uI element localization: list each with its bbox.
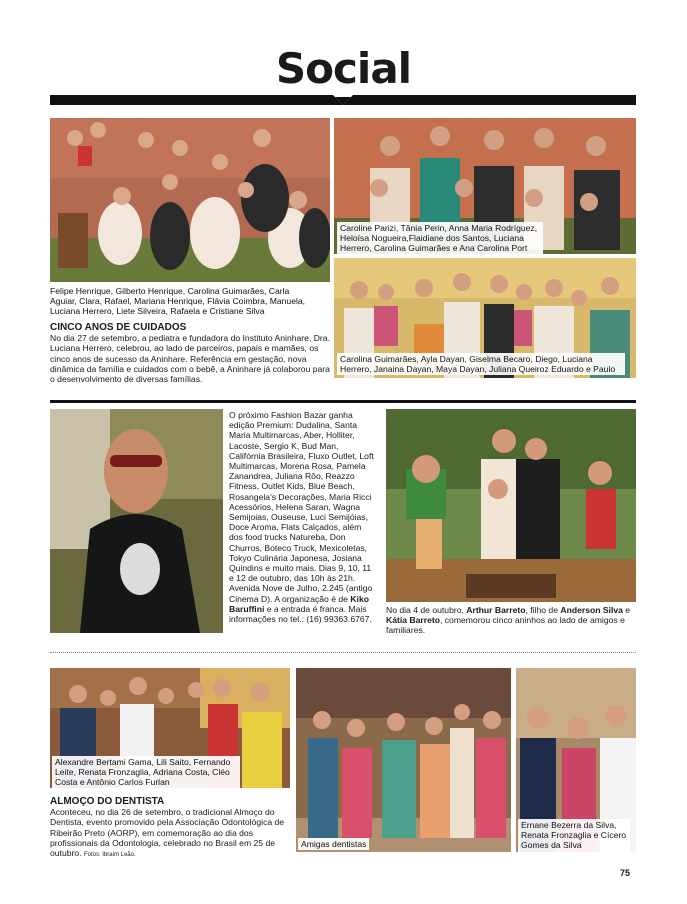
group-photo-aninhare-1 bbox=[50, 118, 330, 282]
section-title: Social bbox=[275, 44, 412, 93]
photo1-caption: Felipe Henrique, Gilberto Henrique, Carolina Guimarães, Carla Aguiar, Clara, Rafael, Mariana Henrique, Flávia Coimbra, Manuela, Luciana Herrero, Liete Silveira, Rafaela e Cristiane Silva bbox=[50, 286, 306, 317]
birthday-father-name: Anderson Silva bbox=[560, 605, 623, 615]
dentist-photo2-caption: Amigas dentistas bbox=[298, 838, 369, 850]
birthday-caption-part: , comemorou cinco aninhos ao lado de amigos e familiares. bbox=[386, 615, 625, 636]
fashion-organizer: Kiko Baruffini bbox=[229, 593, 369, 614]
dotted-divider bbox=[50, 652, 636, 653]
story2-body bbox=[50, 807, 290, 860]
birthday-mother-name: Kátia Barreto bbox=[386, 615, 440, 626]
dentist-photo-2 bbox=[296, 668, 511, 852]
birthday-child-name: Arthur Barreto bbox=[466, 605, 526, 615]
story1-heading: CINCO ANOS DE CUIDADOS bbox=[50, 322, 187, 333]
birthday-photo bbox=[386, 409, 636, 602]
dentist-photo3-caption: Ernane Bezerra da Silva, Renata Fronzaglia e Cícero Gomes da Silva bbox=[518, 819, 630, 852]
birthday-caption-part: e bbox=[622, 605, 631, 615]
portrait-photo-kiko bbox=[50, 409, 223, 633]
photo-credit: Fotos: Ibraim Leão. bbox=[83, 852, 136, 859]
photo3-caption: Carolina Guimarães, Ayla Dayan, Giselma Becaro, Diego, Luciana Herrero, Janaina Dayan, Maya Dayan, Juliana Queiroz Eduardo e Paulo bbox=[337, 353, 625, 375]
story1-body: No dia 27 de setembro, a pediatra e fundadora do Instituto Aninhare, Dra. Luciana Herrero, celebrou, ao lado de parceiros, papais e mamães, os cinco anos de sucesso da Aninhare. Referência em gestação, nova dinâmica da família e cuidados com o bebê, a Aninhare já colaborou para o desenvolvimento de diversas famílias. bbox=[50, 333, 330, 385]
dentist-photo1-caption: Alexandre Bertami Gama, Lili Saito, Fernando Leite, Renata Fronzaglia, Adriana Costa, Cléo Costa e Antônio Carlos Furlan bbox=[52, 756, 240, 789]
birthday-caption-part: No dia 4 de outubro, bbox=[386, 605, 467, 615]
fashion-bazar-text bbox=[229, 410, 377, 624]
section-rule-1 bbox=[50, 400, 636, 403]
title-rule-notch-outline bbox=[335, 97, 351, 105]
photo2-caption: Caroline Parizi, Tânia Perin, Anna Maria Rodríguez, Heloísa Nogueira,Flaidiane dos Santos, Luciana Herrero, Carolina Guimarães e Ana Carolina Port bbox=[337, 222, 543, 255]
fashion-text-after: e a entrada é franca. Mais informações no tel.: (16) 99363.6767. bbox=[229, 603, 372, 625]
birthday-caption-part: , filho de bbox=[525, 605, 561, 615]
fashion-text-before: O próximo Fashion Bazar ganha edição Premium: Dudalina, Santa Maria Multimarcas, Aber, Holliter, Lacoste, Sergio K, Bud Man, Califórnia Brasileira, Fluxo Outlet, Loft Multimarcas, Morena Rosa, Pamela Zanandrea, Juliana Rôo, Reazzo Fitness, Outlet Kids, Blue Beach, Rosangela's Decorações, Maria Ricci Acessórios, Helena Saran, Wagna Semijoias, Ouseuse, Luci Semijóias, Doce Aroma, Flats Calçados, além dos food trucks Natureba, Don Churros, Boteco Truck, Mexicoletas, Tokyo Culinária Japonesa, Josiana Quindins e muito mais. Dias 9, 10, 11 e 12 de outubro, das 10h às 21h. Avenida Nove de Julho, 2.245 (antigo Cinema D). A organização é de bbox=[229, 410, 374, 604]
birthday-caption bbox=[386, 605, 636, 636]
story2-heading: ALMOÇO DO DENTISTA bbox=[50, 796, 165, 807]
page-number: 75 bbox=[620, 868, 631, 878]
story2-body-text: Aconteceu, no dia 26 de setembro, o tradicional Almoço do Dentista, evento promovido pela Associação Odontológica de Ribeirão Preto (AORP), em comemoração ao dia dos profissionais da Odontologia, celebrado no Brasil em 25 de outubro. bbox=[50, 807, 285, 859]
